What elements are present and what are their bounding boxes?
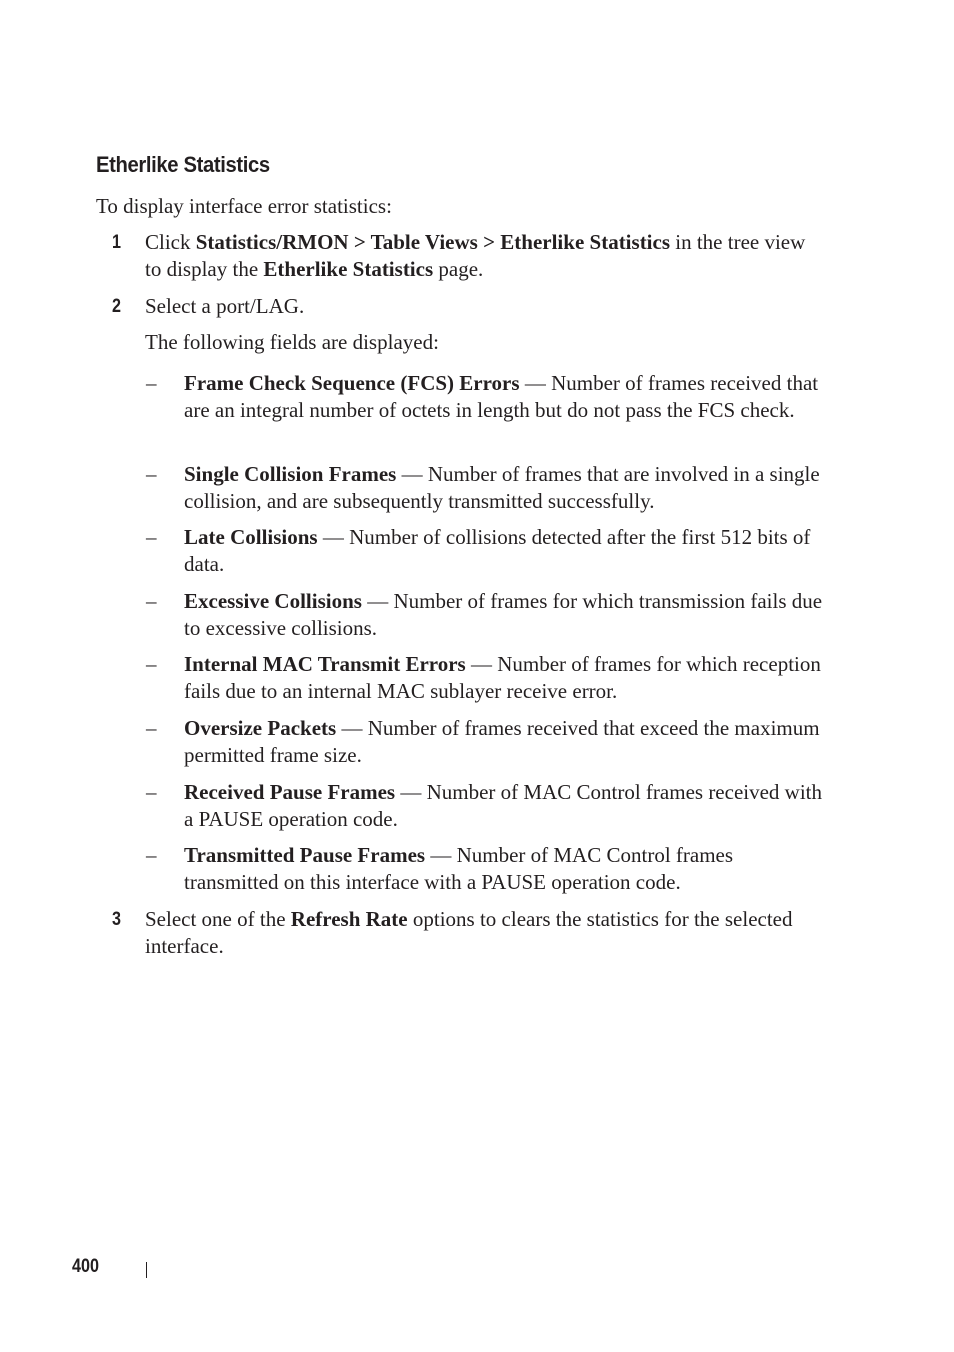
field-term: Excessive Collisions: [184, 589, 362, 613]
menu-path: Statistics/RMON > Table Views > Etherlike Statistics: [195, 230, 671, 254]
bullet-dash: –: [146, 780, 157, 804]
field-description: — Number of frames for which transmission fails due to excessive collisions.: [184, 589, 823, 640]
field-term: Frame Check Sequence (FCS) Errors: [184, 371, 520, 395]
field-term: Oversize Packets: [184, 716, 337, 740]
page-number: 400: [72, 1256, 99, 1277]
bullet-dash: –: [146, 462, 157, 486]
step-number: 3: [112, 909, 121, 930]
step-text: Select a port/LAG.: [145, 294, 305, 318]
field-description: — Number of MAC Control frames transmitted on this interface with a PAUSE operation code.: [184, 843, 734, 894]
field-term: Transmitted Pause Frames: [184, 843, 426, 867]
field-term: Internal MAC Transmit Errors: [184, 652, 466, 676]
field-description: — Number of MAC Control frames received with a PAUSE operation code.: [184, 780, 823, 831]
field-description: — Number of frames received that are an integral number of octets in length but do not pass the FCS check.: [184, 371, 819, 422]
bullet-dash: –: [146, 589, 157, 613]
section-heading: Etherlike Statistics: [96, 152, 270, 177]
step-number: 2: [112, 296, 121, 317]
field-term: Single Collision Frames: [184, 462, 397, 486]
field-term: Late Collisions: [184, 525, 318, 549]
step-text: Click Statistics/RMON > Table Views > Etherlike Statistics in the tree view to display the Etherlike Statistics page.: [145, 230, 806, 281]
bullet-dash: –: [146, 371, 157, 395]
fields-intro: The following fields are displayed:: [145, 330, 439, 354]
step-number: 1: [112, 232, 121, 253]
bullet-dash: –: [146, 652, 157, 676]
page-name: Etherlike Statistics: [263, 257, 434, 281]
field-description: — Number of collisions detected after the first 512 bits of data.: [184, 525, 811, 576]
refresh-rate-term: Refresh Rate: [290, 907, 408, 931]
footer-divider: [146, 1262, 147, 1278]
bullet-dash: –: [146, 843, 157, 867]
field-term: Received Pause Frames: [184, 780, 396, 804]
bullet-dash: –: [146, 716, 157, 740]
step-text: Select one of the Refresh Rate options to clears the statistics for the selected interface.: [145, 907, 793, 958]
field-description: — Number of frames received that exceed the maximum permitted frame size.: [184, 716, 820, 767]
bullet-dash: –: [146, 525, 157, 549]
intro-text: To display interface error statistics:: [96, 194, 392, 218]
field-description: — Number of frames for which reception fails due to an internal MAC sublayer receive error.: [184, 652, 821, 703]
field-description: — Number of frames that are involved in a single collision, and are subsequently transmitted successfully.: [184, 462, 820, 513]
